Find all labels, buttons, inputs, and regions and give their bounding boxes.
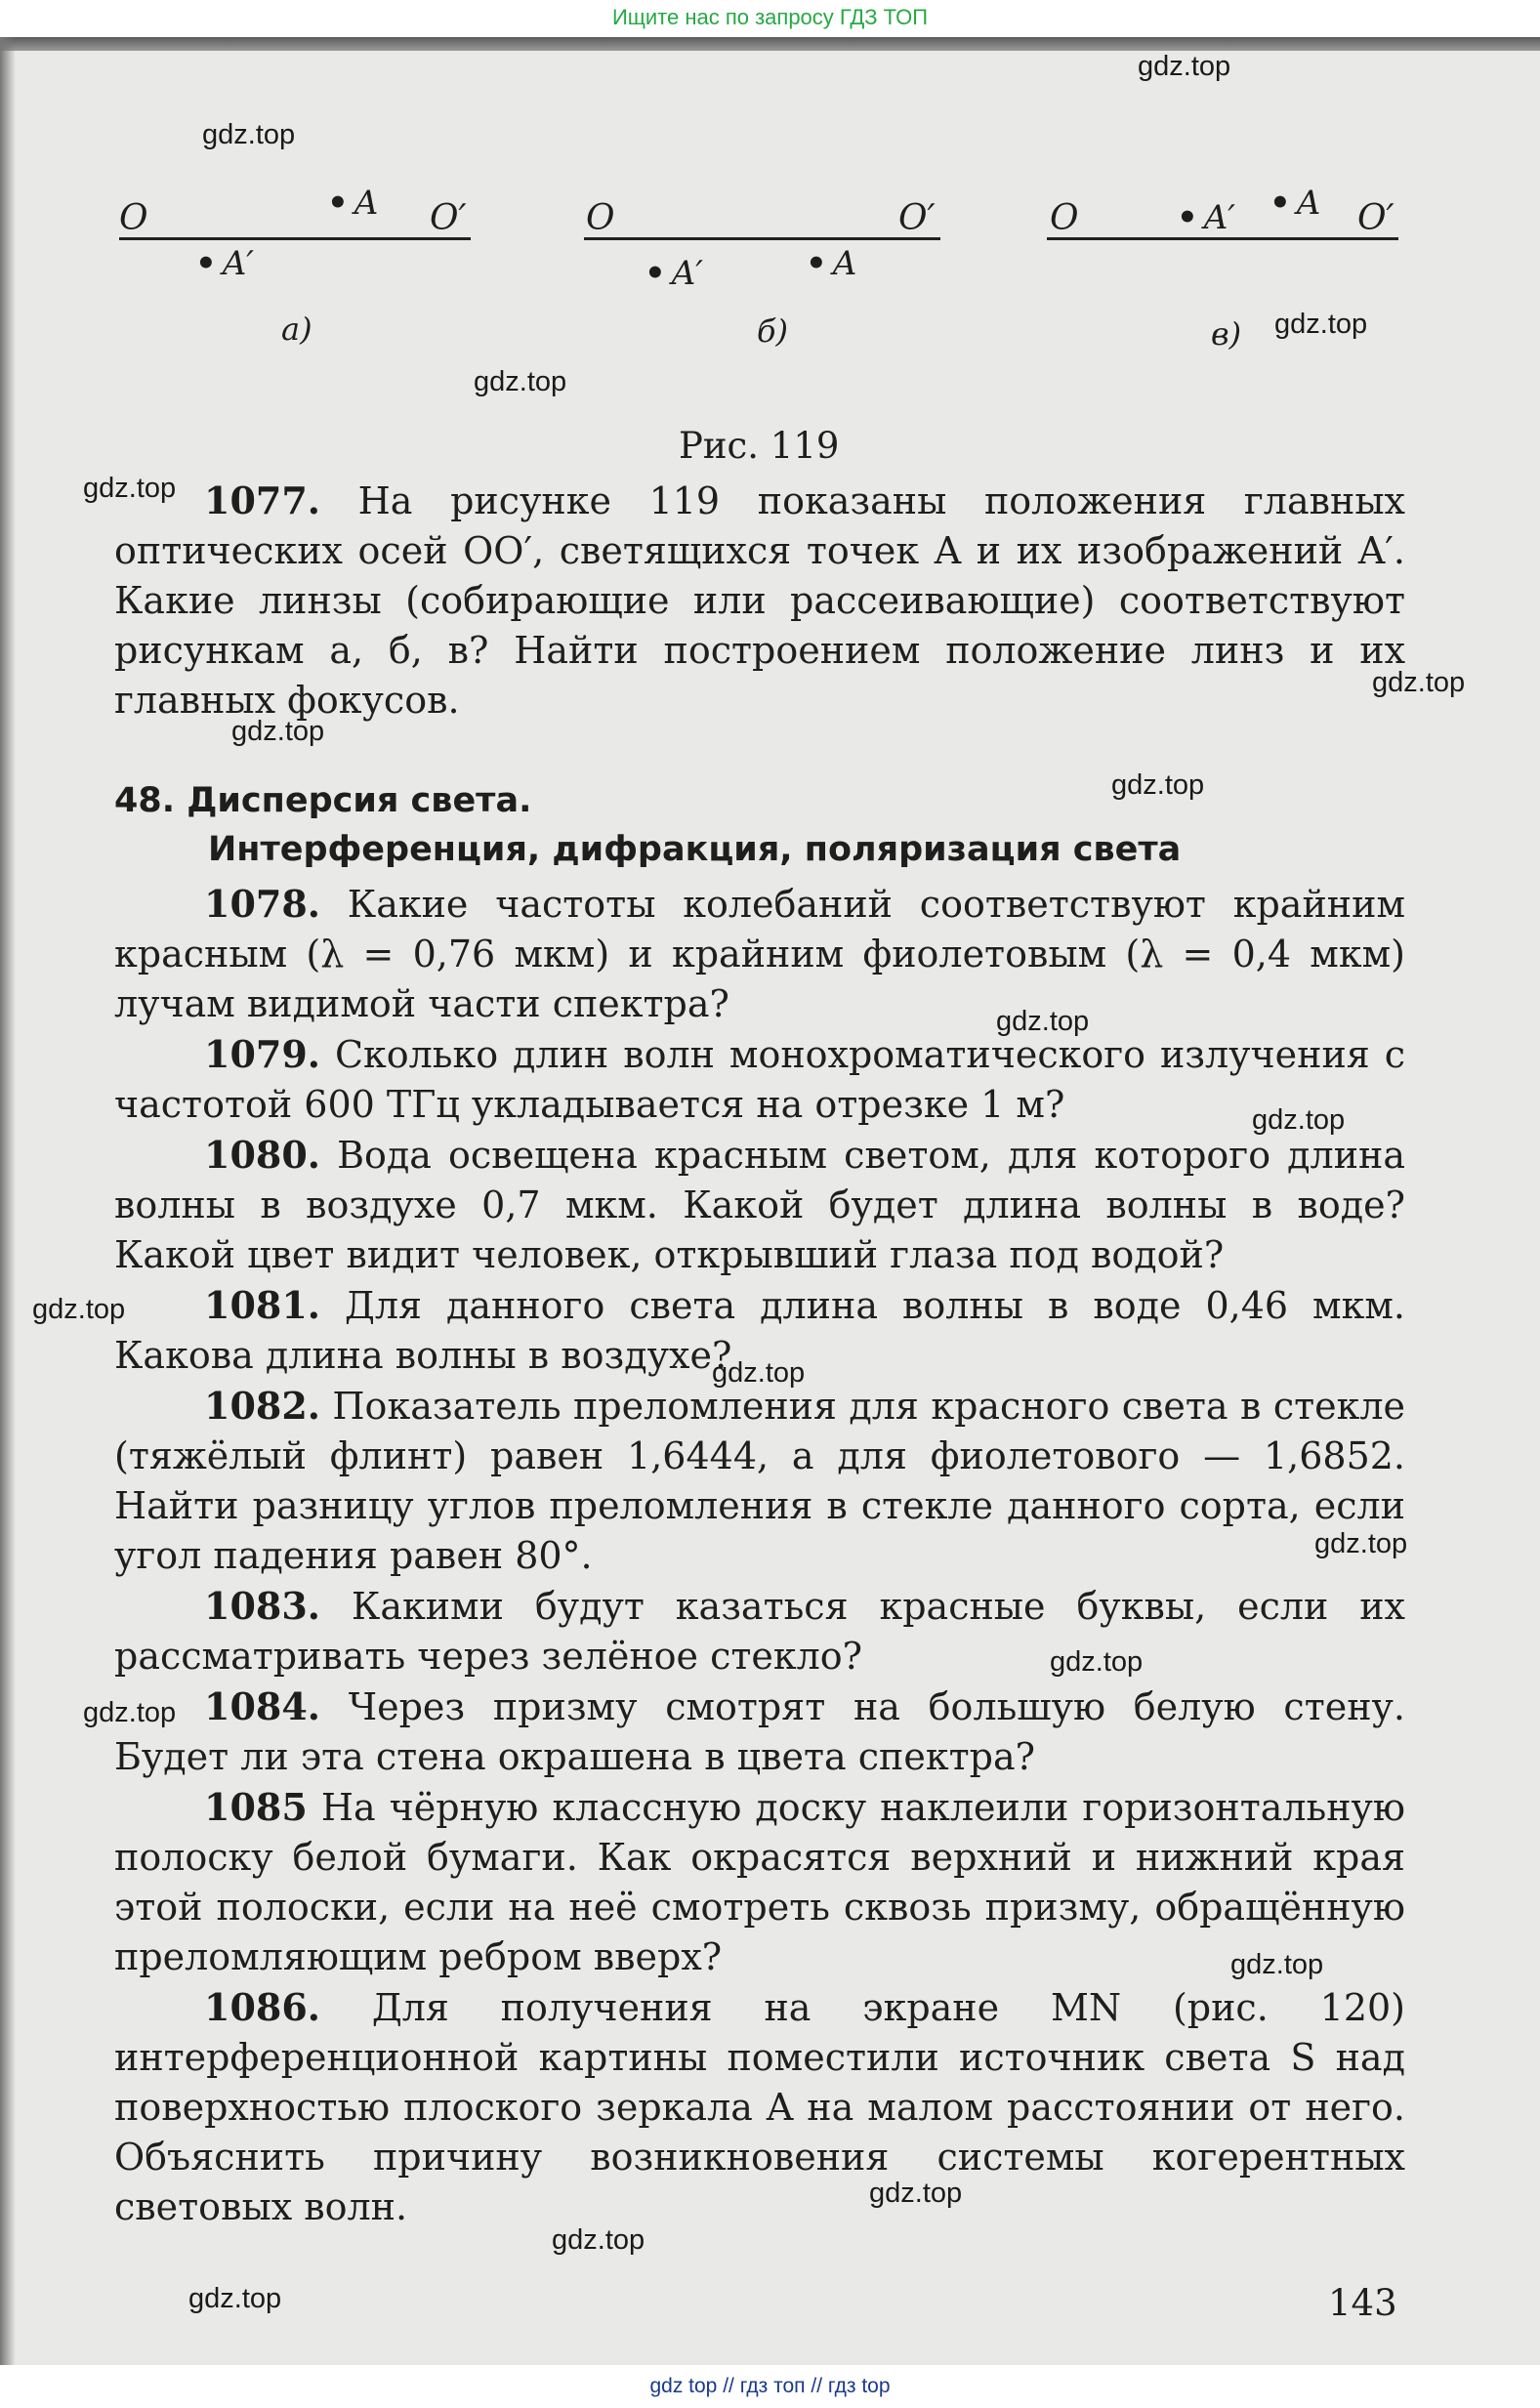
optical-axis-a [119,237,471,240]
point-letter: A [1296,184,1321,223]
problem-text: Вода освещена красным светом, для которого длина волны в воздухе 0,7 мкм. Какой будет длина волны в воде? Какой цвет видит человек, открывший глаза под водой? [114,1134,1405,1276]
point-letter: A′ [222,244,255,283]
watermark: gdz.top [1314,1528,1408,1559]
section-heading [114,776,1405,874]
watermark: gdz.top [869,2178,963,2209]
panel-label-c: в) [1211,315,1242,353]
point-dot: • [1177,198,1198,237]
point-letter: A′ [671,254,704,293]
problem-list [114,879,1408,2232]
problem-number: 1082. [204,1384,320,1428]
image-point-label [645,254,703,293]
bottom-banner[interactable]: gdz top // гдз топ // гдз top [0,2365,1540,2408]
axis-end-label: O′ [1357,198,1394,238]
image-point-label [1177,198,1235,237]
watermark: gdz.top [712,1357,806,1389]
watermark: gdz.top [83,473,177,504]
problem-1078 [114,879,1405,1029]
problem-text: Для получения на экране MN (рис. 120) интерференционной картины поместили источник света S над поверхностью плоского зеркала A на малом расстоянии от него. Объяснить причину возникновения системы когерентных световых волн. [114,1986,1405,2228]
problem-1085 [114,1782,1405,1982]
watermark: gdz.top [188,2283,282,2314]
watermark: gdz.top [32,1294,126,1325]
watermark: gdz.top [83,1697,177,1728]
point-dot: • [195,244,217,283]
section-title-2: Интерференция, дифракция, поляризация света [208,830,1182,869]
watermark: gdz.top [474,366,567,397]
page-top-edge [0,37,1540,51]
problem-text: Показатель преломления для красного света в стекле (тяжёлый флинт) равен 1,6444, а для фиолетового — 1,6852. Найти разницу углов преломления в стекле данного сорта, если угол падения равен 80°. [114,1385,1405,1577]
problem-text: На рисунке 119 показаны положения главных оптических осей OO′, светящихся точек A и их изображений A′. Какие линзы (собирающие или рассеивающие) соответствуют рисункам а, б, в? Найти построением положение линз и их главных фокусов. [114,479,1405,722]
problem-list-before [114,476,1405,726]
optical-axis-c [1047,237,1398,240]
problem-1082 [114,1381,1408,1581]
problem-1086 [114,1982,1405,2232]
section-title-line2 [114,825,1405,874]
axis-start-label: O [1050,198,1079,238]
textbook-page [0,37,1540,2365]
watermark: gdz.top [1111,769,1205,801]
problem-number: 1079. [204,1032,320,1076]
watermark: gdz.top [1230,1949,1324,1980]
problem-number: 1080. [204,1133,320,1177]
problem-number: 1085 [204,1785,308,1829]
problem-1079 [114,1029,1405,1130]
problem-number: 1083. [204,1584,320,1628]
problem-number: 1086. [204,1985,320,2029]
figure-caption: Рис. 119 [679,425,840,467]
watermark: gdz.top [1274,309,1368,340]
optical-axis-b [584,237,940,240]
problem-number: 1084. [204,1684,320,1728]
top-banner[interactable]: Ищите нас по запросу ГДЗ ТОП [0,0,1540,37]
page-left-shadow [0,37,16,2365]
point-dot: • [806,244,827,283]
watermark: gdz.top [1372,667,1466,698]
point-a-label [1269,184,1320,223]
problem-text: Какими будут казаться красные буквы, если их рассматривать через зелёное стекло? [114,1585,1405,1678]
section-title-1: Дисперсия света. [187,781,532,820]
problem-text: Сколько длин волн монохроматического излучения с частотой 600 ТГц укладывается на отрезке 1 м? [114,1033,1405,1126]
point-dot: • [645,254,666,293]
image-point-label [195,244,254,283]
point-letter: A [354,184,379,223]
point-letter: A [832,244,857,283]
axis-start-label: O [119,198,148,238]
problem-1077 [114,476,1405,726]
problem-1084 [114,1681,1405,1782]
problem-text: Через призму смотрят на большую белую стену. Будет ли эта стена окрашена в цвета спектра? [114,1685,1405,1778]
panel-label-b: б) [757,312,789,350]
problem-text: Какие частоты колебаний соответствуют крайним красным (λ = 0,76 мкм) и крайним фиолетовым (λ = 0,4 мкм) лучам видимой части спектра? [114,883,1405,1025]
problem-1083 [114,1581,1405,1681]
point-a-label [806,244,856,283]
axis-start-label: O [586,198,615,238]
watermark: gdz.top [202,119,296,150]
section-number: 48. [114,781,176,820]
point-letter: A′ [1203,198,1236,237]
watermark: gdz.top [1050,1646,1144,1678]
axis-end-label: O′ [898,198,936,238]
problem-number: 1077. [204,478,320,522]
page-number: 143 [1328,2282,1397,2324]
watermark: gdz.top [996,1006,1090,1037]
panel-label-a: а) [281,311,312,348]
point-a-label [327,184,378,223]
point-dot: • [1269,184,1291,223]
point-dot: • [327,184,349,223]
problem-text: На чёрную классную доску наклеили горизонтальную полоску белой бумаги. Как окрасятся верхний и нижний края этой полоски, если на неё смотреть сквозь призму, обращённую преломляющим ребром вверх? [114,1786,1405,1978]
watermark: gdz.top [231,716,325,747]
axis-end-label: O′ [430,198,467,238]
watermark: gdz.top [552,2224,645,2256]
section-title-line1 [114,776,1405,825]
watermark: gdz.top [1252,1104,1346,1136]
problem-1080 [114,1130,1405,1280]
problem-text: Для данного света длина волны в воде 0,46 мкм. Какова длина волны в воздухе? [114,1284,1405,1377]
problem-number: 1081. [204,1283,320,1327]
watermark: gdz.top [1138,51,1231,82]
problem-number: 1078. [204,882,320,926]
